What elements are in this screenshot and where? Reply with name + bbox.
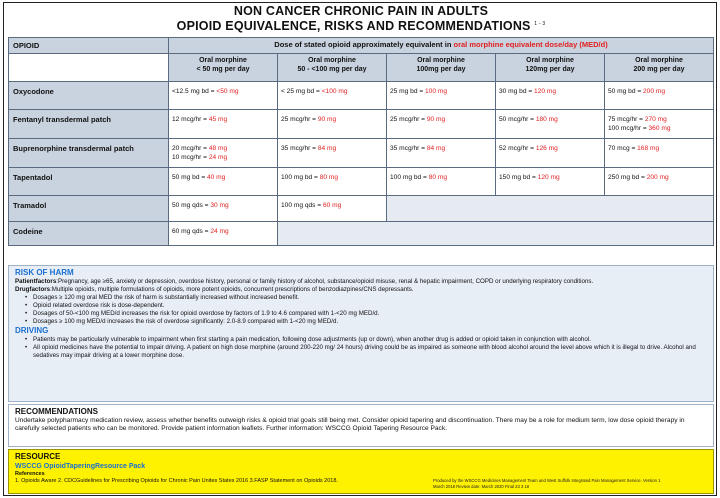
dose-line (499, 115, 601, 124)
title-line-2 (4, 18, 718, 33)
title-line-2-text: OPIOID EQUIVALENCE, RISKS AND RECOMMENDATIONS (176, 19, 531, 34)
risk-bullet: • Dosages of 50-<100 mg MED/d increases the risk for opioid overdose by factors of 1.9 to 4.6 compared with 1-<20 mg MED/d. (25, 310, 707, 318)
dose-cell (278, 82, 387, 110)
opioid-equivalence-table (8, 37, 714, 246)
dose-cell (605, 168, 714, 196)
dose-amount: 30 mg bd = (499, 88, 535, 95)
drug-factors-text: :Multiple opioids, multiple formulations of opioids, more potent opioids, concurrent prescriptions of benzodiazpines/CNS depressants. (50, 286, 414, 293)
dose-line (390, 173, 492, 182)
dose-amount: 100 mcg/hr = (608, 125, 649, 132)
dose-line (172, 153, 274, 162)
morphine-equivalent: 24 mg (210, 228, 229, 235)
drug-name: Oxycodone (9, 82, 169, 110)
dose-amount: 150 mg bd = (499, 174, 538, 181)
column-header-line1: Oral morphine (635, 57, 683, 64)
dose-cell (387, 82, 496, 110)
dose-cell (605, 82, 714, 110)
dose-cell (605, 139, 714, 168)
morphine-equivalent: 30 mg (210, 202, 229, 209)
dose-cell (169, 139, 278, 168)
dose-cell (605, 110, 714, 139)
dose-cell (278, 110, 387, 139)
morphine-equivalent: 360 mg (648, 125, 671, 132)
morphine-equivalent: 45 mg (208, 116, 228, 123)
driving-bullet: • All opioid medicines have the potential to impair driving. A patient on high dose morphine (around 200-220 mg/ 24 hours) driving could be as impaired as someone with blood alcohol around the level above which it is illegal to drive. Alcohol and sedatives may impair driving at a lower morphine dose. (25, 344, 707, 360)
dose-amount: < 25 mg bd = (281, 88, 322, 95)
dose-amount: 100 mg bd = (281, 174, 320, 181)
dose-cell (278, 168, 387, 196)
page-title (4, 5, 718, 33)
dose-cell (169, 168, 278, 196)
column-header (605, 54, 714, 82)
dose-amount: 50 mg bd = (608, 88, 644, 95)
morphine-equivalent: 168 mg (637, 145, 660, 152)
morphine-equivalent: <100 mg (321, 88, 348, 95)
dose-line (608, 144, 710, 153)
opioid-column-header: OPIOID (9, 38, 169, 54)
dose-amount: 25 mg bd = (390, 88, 426, 95)
dose-line (499, 144, 601, 153)
recommendations-section (8, 404, 714, 447)
dose-line (390, 115, 492, 124)
dose-amount: 35 mcg/hr = (390, 145, 427, 152)
morphine-equivalent: 120 mg (534, 88, 557, 95)
drug-name: Fentanyl transdermal patch (9, 110, 169, 139)
dose-cell (169, 110, 278, 139)
dose-cell (169, 222, 278, 246)
driving-heading: DRIVING (15, 326, 49, 335)
morphine-equivalent: 270 mg (644, 116, 667, 123)
risk-bullet: • Opioid related overdose risk is dose-dependent. (25, 302, 707, 310)
morphine-equivalent: 80 mg (428, 174, 448, 181)
morphine-equivalent: 60 mg (322, 202, 342, 209)
dose-line (281, 87, 383, 96)
dose-line (281, 201, 383, 210)
drug-name: Tramadol (9, 196, 169, 222)
risk-bullet-list (25, 294, 707, 326)
dose-amount: 100 mg bd = (390, 174, 429, 181)
dose-line (608, 124, 710, 133)
drug-factors-label: Drugfactors (15, 286, 51, 293)
dose-line (281, 144, 383, 153)
dose-cell (169, 82, 278, 110)
column-header-line1: Oral morphine (308, 57, 356, 64)
dose-amount: 12 mcg/hr = (172, 116, 209, 123)
dose-line (172, 201, 274, 210)
resource-section (8, 449, 714, 494)
document-page (3, 2, 717, 496)
morphine-equivalent: 80 mg (319, 174, 339, 181)
title-line-1: NON CANCER CHRONIC PAIN IN ADULTS (233, 4, 489, 18)
dose-amount: 10 mcg/hr = (172, 154, 209, 161)
dose-amount: 50 mcg/hr = (499, 116, 536, 123)
drug-name: Buprenorphine transdermal patch (9, 139, 169, 168)
dose-cell (496, 110, 605, 139)
dose-amount: 60 mg qds = (172, 228, 211, 235)
dose-header (169, 38, 714, 54)
table-row (9, 196, 714, 222)
driving-bullet-list (25, 336, 707, 360)
morphine-equivalent: 126 mg (535, 145, 558, 152)
table-row (9, 110, 714, 139)
dose-line (499, 173, 601, 182)
morphine-equivalent: 90 mg (426, 116, 446, 123)
morphine-equivalent: 84 mg (317, 145, 337, 152)
column-header-line2: 120mg per day (525, 66, 575, 73)
morphine-equivalent: 100 mg (425, 88, 448, 95)
morphine-equivalent: 24 mg (208, 154, 228, 161)
dose-line (499, 87, 601, 96)
dose-line (172, 87, 274, 96)
driving-bullet: • Patients may be particularly vulnerable to impairment when first starting a pain medication, following dose adjustments (up or down), when another drug is added or opioid taken in conjunction with alcohol. (25, 336, 707, 344)
title-superscript: 1 - 3 (534, 21, 546, 27)
dose-amount: 50 mg qds = (172, 202, 211, 209)
empty-cell (387, 196, 714, 222)
dose-line (608, 87, 710, 96)
dose-amount: 52 mcg/hr = (499, 145, 536, 152)
dose-amount: 25 mcg/hr = (390, 116, 427, 123)
references-text: 1. Opioids Aware 2. CDCGuidelines for Prescribing Opioids for Chronic Pain Unites States 2016 3.FASP Statement on Opioids 2018. (15, 478, 338, 484)
dose-cell (387, 139, 496, 168)
resource-pack-link[interactable]: WSCCG OpioidTaperingResource Pack (15, 463, 146, 470)
dose-cell (169, 196, 278, 222)
column-header-line1: Oral morphine (526, 57, 574, 64)
dose-amount: 250 mg bd = (608, 174, 647, 181)
morphine-equivalent: 40 mg (207, 174, 226, 181)
dose-line (608, 115, 710, 124)
dose-cell (387, 168, 496, 196)
column-header-line1: Oral morphine (417, 57, 465, 64)
table-row (9, 168, 714, 196)
risk-of-harm-section (8, 265, 714, 402)
column-header-line2: 50 - <100 mg per day (297, 66, 367, 73)
morphine-equivalent: 180 mg (535, 116, 558, 123)
column-header-line2: 100mg per day (416, 66, 466, 73)
column-header-line1: Oral morphine (199, 57, 247, 64)
references-heading: References (15, 471, 45, 477)
column-header (169, 54, 278, 82)
dose-amount: <12.5 mg bd = (172, 88, 217, 95)
dose-header-prefix: Dose of stated opioid approximately equivalent in (274, 40, 454, 49)
dose-cell (278, 196, 387, 222)
patient-factors-label: Patientfactors (15, 278, 57, 285)
risk-bullet: • Dosages ≥ 120 mg oral MED the risk of harm is substantially increased without increased benefit. (25, 294, 707, 302)
morphine-equivalent: 120 mg (537, 174, 560, 181)
column-header-line2: 200 mg per day (633, 66, 685, 73)
column-header (278, 54, 387, 82)
dose-line (390, 144, 492, 153)
drug-factors (15, 286, 707, 294)
dose-cell (278, 139, 387, 168)
dose-cell (496, 168, 605, 196)
dose-amount: 100 mg qds = (281, 202, 323, 209)
drug-name: Codeine (9, 222, 169, 246)
dose-line (390, 87, 492, 96)
recommendations-heading: RECOMMENDATIONS (15, 407, 98, 416)
dose-cell (496, 139, 605, 168)
morphine-equivalent: <50 mg (216, 88, 239, 95)
production-footer: Produced by the WSCCG Medicines Management Team and West Suffolk Integrated Pain Management Service. Version 1 March 2018 Review date: March 2020 Final 23 3 18 (433, 478, 661, 489)
patient-factors-text: :Pregnancy, age ≥65, anxiety or depression, overdose history, personal or family history of alcohol, substance/opioid misuse, renal & hepatic impairment, COPD or underlying respiratory conditions. (56, 278, 594, 285)
risk-bullet: • Dosages ≥ 100 mg MED/d increases the risk of overdose significantly: 2.0-8.9 compared with 1-<20 mg MED/d. (25, 318, 707, 326)
dose-line (172, 115, 274, 124)
dose-amount: 20 mcg/hr = (172, 145, 209, 152)
morphine-equivalent: 90 mg (317, 116, 337, 123)
dose-amount: 35 mcg/hr = (281, 145, 318, 152)
risk-heading: RISK OF HARM (15, 268, 74, 277)
table-row (9, 222, 714, 246)
morphine-equivalent: 200 mg (643, 88, 666, 95)
column-header (387, 54, 496, 82)
patient-factors (15, 278, 707, 286)
dose-amount: 70 mcg = (608, 145, 638, 152)
morphine-equivalent: 84 mg (426, 145, 446, 152)
table-row (9, 82, 714, 110)
dose-line (608, 173, 710, 182)
empty-cell (278, 222, 714, 246)
drug-name: Tapentadol (9, 168, 169, 196)
resource-heading: RESOURCE (15, 452, 61, 461)
dose-amount: 75 mcg/hr = (608, 116, 645, 123)
dose-amount: 50 mg bd = (172, 174, 208, 181)
table-row (9, 139, 714, 168)
morphine-equivalent: 48 mg (208, 145, 228, 152)
dose-cell (496, 82, 605, 110)
dose-amount: 25 mcg/hr = (281, 116, 318, 123)
column-header (496, 54, 605, 82)
dose-line (172, 173, 274, 182)
dose-line (172, 227, 274, 236)
recommendations-text: Undertake polypharmacy medication review, assess whether benefits outweigh risks & opioid trial goals still being met. Consider opioid tapering and discontinuation. There may be a role for medium term, low dose opioid therapy in carefully selected patients who can be monitored. Provide patient information leaflets. Further information: WSCCG Opioid Tapering Resource Pack. (15, 417, 685, 432)
dose-header-highlight: oral morphine equivalent dose/day (MED/d) (453, 40, 608, 49)
dose-line (281, 173, 383, 182)
dose-line (172, 144, 274, 153)
morphine-equivalent: 200 mg (646, 174, 669, 181)
header-spacer (9, 54, 169, 82)
column-header-line2: < 50 mg per day (196, 66, 250, 73)
dose-line (281, 115, 383, 124)
dose-cell (387, 110, 496, 139)
